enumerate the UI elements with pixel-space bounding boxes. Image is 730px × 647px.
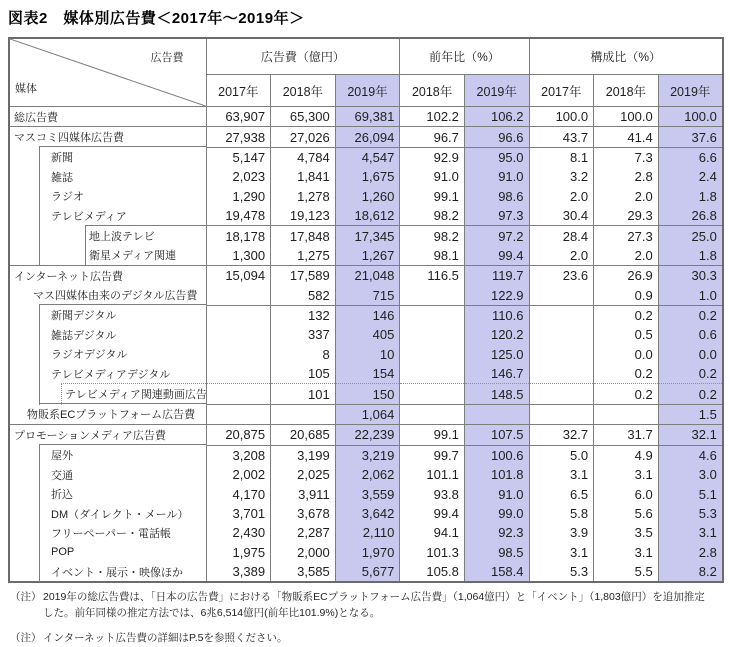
value-cell: 31.7 bbox=[594, 425, 659, 445]
value-cell: 0.2 bbox=[658, 384, 723, 404]
value-cell: 26.8 bbox=[658, 206, 723, 226]
value-cell bbox=[464, 404, 529, 424]
value-cell: 2,287 bbox=[271, 523, 336, 542]
table-row bbox=[9, 384, 723, 404]
value-cell: 4,170 bbox=[206, 484, 271, 503]
header-group-expense: 広告費（億円） bbox=[206, 38, 400, 75]
value-cell: 98.1 bbox=[400, 246, 465, 266]
value-cell bbox=[206, 345, 271, 364]
value-cell: 8.2 bbox=[658, 562, 723, 582]
header-year-cell: 2018年 bbox=[400, 75, 465, 107]
header-year-cell: 2019年 bbox=[335, 75, 400, 107]
value-cell: 18,178 bbox=[206, 226, 271, 246]
row-label: 物販系ECプラットフォーム広告費 bbox=[9, 404, 206, 424]
value-cell: 2.0 bbox=[529, 187, 594, 206]
value-cell: 3,219 bbox=[335, 445, 400, 465]
value-cell bbox=[529, 364, 594, 384]
value-cell: 100.0 bbox=[658, 107, 723, 127]
table-row bbox=[9, 286, 723, 306]
value-cell bbox=[529, 384, 594, 404]
value-cell: 37.6 bbox=[658, 127, 723, 147]
table-row bbox=[9, 465, 723, 484]
value-cell: 93.8 bbox=[400, 484, 465, 503]
value-cell: 582 bbox=[271, 286, 336, 306]
value-cell: 94.1 bbox=[400, 523, 465, 542]
value-cell: 158.4 bbox=[464, 562, 529, 582]
partial-top-border bbox=[61, 383, 206, 384]
value-cell: 1.8 bbox=[658, 246, 723, 266]
value-cell: 2.8 bbox=[594, 167, 659, 186]
value-cell: 3,642 bbox=[335, 504, 400, 523]
value-cell: 0.0 bbox=[658, 345, 723, 364]
table-row bbox=[9, 425, 723, 445]
value-cell: 0.5 bbox=[594, 325, 659, 344]
value-cell: 17,589 bbox=[271, 266, 336, 286]
value-cell: 69,381 bbox=[335, 107, 400, 127]
footnote bbox=[10, 631, 730, 647]
row-label: 雑誌 bbox=[9, 167, 206, 186]
footnote-line bbox=[10, 590, 730, 606]
value-cell bbox=[206, 364, 271, 384]
row-label: 屋外 bbox=[9, 445, 206, 465]
row-label: 新聞 bbox=[9, 147, 206, 167]
row-label: 交通 bbox=[9, 465, 206, 484]
row-label: 折込 bbox=[9, 484, 206, 503]
value-cell: 29.3 bbox=[594, 206, 659, 226]
row-label: POP bbox=[9, 543, 206, 562]
value-cell: 91.0 bbox=[400, 167, 465, 186]
footnote-line bbox=[10, 631, 730, 647]
table-row bbox=[9, 562, 723, 582]
partial-top-border bbox=[39, 403, 206, 404]
value-cell: 3.5 bbox=[594, 523, 659, 542]
value-cell: 1.8 bbox=[658, 187, 723, 206]
value-cell bbox=[206, 305, 271, 325]
value-cell: 3,585 bbox=[271, 562, 336, 582]
value-cell: 43.7 bbox=[529, 127, 594, 147]
row-label: テレビメディア bbox=[9, 206, 206, 226]
value-cell bbox=[206, 286, 271, 306]
value-cell: 3,389 bbox=[206, 562, 271, 582]
table-body bbox=[9, 107, 723, 583]
value-cell: 22,239 bbox=[335, 425, 400, 445]
partial-top-border bbox=[39, 304, 206, 305]
value-cell: 5.3 bbox=[529, 562, 594, 582]
value-cell: 98.2 bbox=[400, 206, 465, 226]
value-cell: 1,260 bbox=[335, 187, 400, 206]
value-cell bbox=[400, 325, 465, 344]
value-cell: 27.3 bbox=[594, 226, 659, 246]
row-label: DM（ダイレクト・メール） bbox=[9, 504, 206, 523]
value-cell: 96.7 bbox=[400, 127, 465, 147]
value-cell: 1,841 bbox=[271, 167, 336, 186]
table-row bbox=[9, 147, 723, 167]
value-cell: 3.1 bbox=[594, 543, 659, 562]
value-cell: 120.2 bbox=[464, 325, 529, 344]
value-cell: 19,123 bbox=[271, 206, 336, 226]
value-cell bbox=[206, 384, 271, 404]
table-row bbox=[9, 543, 723, 562]
footnote-prefix: （注） bbox=[10, 631, 42, 644]
value-cell bbox=[206, 325, 271, 344]
value-cell: 1,278 bbox=[271, 187, 336, 206]
value-cell: 146 bbox=[335, 305, 400, 325]
value-cell: 2,002 bbox=[206, 465, 271, 484]
value-cell: 5,147 bbox=[206, 147, 271, 167]
value-cell: 0.6 bbox=[658, 325, 723, 344]
row-label: 雑誌デジタル bbox=[9, 325, 206, 344]
table-row bbox=[9, 246, 723, 266]
value-cell: 5.5 bbox=[594, 562, 659, 582]
table-row bbox=[9, 445, 723, 465]
footnotes bbox=[10, 590, 730, 646]
footnote bbox=[10, 590, 730, 622]
table-row bbox=[9, 504, 723, 523]
row-label: マスコミ四媒体広告費 bbox=[9, 127, 206, 147]
value-cell: 6.0 bbox=[594, 484, 659, 503]
value-cell: 26.9 bbox=[594, 266, 659, 286]
value-cell bbox=[529, 345, 594, 364]
value-cell bbox=[400, 384, 465, 404]
value-cell: 91.0 bbox=[464, 167, 529, 186]
row-label: テレビメディアデジタル bbox=[9, 364, 206, 384]
value-cell: 3.1 bbox=[658, 523, 723, 542]
value-cell: 101 bbox=[271, 384, 336, 404]
value-cell: 1,064 bbox=[335, 404, 400, 424]
value-cell: 100.0 bbox=[529, 107, 594, 127]
value-cell bbox=[529, 286, 594, 306]
value-cell: 95.0 bbox=[464, 147, 529, 167]
value-cell: 0.2 bbox=[594, 364, 659, 384]
value-cell: 3.1 bbox=[529, 543, 594, 562]
value-cell: 3,208 bbox=[206, 445, 271, 465]
value-cell bbox=[400, 345, 465, 364]
value-cell: 23.6 bbox=[529, 266, 594, 286]
row-label: 総広告費 bbox=[9, 107, 206, 127]
value-cell: 6.5 bbox=[529, 484, 594, 503]
value-cell bbox=[206, 404, 271, 424]
value-cell: 3.9 bbox=[529, 523, 594, 542]
value-cell: 1.5 bbox=[658, 404, 723, 424]
value-cell: 10 bbox=[335, 345, 400, 364]
value-cell: 2,062 bbox=[335, 465, 400, 484]
value-cell: 15,094 bbox=[206, 266, 271, 286]
value-cell: 0.2 bbox=[658, 364, 723, 384]
value-cell: 27,026 bbox=[271, 127, 336, 147]
partial-top-border bbox=[85, 225, 206, 226]
value-cell: 0.9 bbox=[594, 286, 659, 306]
row-label: プロモーションメディア広告費 bbox=[9, 425, 206, 445]
value-cell: 97.2 bbox=[464, 226, 529, 246]
value-cell: 3,678 bbox=[271, 504, 336, 523]
value-cell: 125.0 bbox=[464, 345, 529, 364]
page-title: 図表2 媒体別広告費＜2017年～2019年＞ bbox=[8, 10, 305, 27]
header-group-row bbox=[9, 38, 723, 75]
value-cell: 0.2 bbox=[594, 384, 659, 404]
header-year-cell: 2017年 bbox=[206, 75, 271, 107]
value-cell: 122.9 bbox=[464, 286, 529, 306]
partial-top-border bbox=[39, 146, 206, 147]
value-cell: 63,907 bbox=[206, 107, 271, 127]
value-cell: 2,023 bbox=[206, 167, 271, 186]
value-cell: 99.4 bbox=[464, 246, 529, 266]
corner-label-media: 媒体 bbox=[15, 83, 37, 95]
value-cell: 102.2 bbox=[400, 107, 465, 127]
row-label: ラジオデジタル bbox=[9, 345, 206, 364]
value-cell: 98.2 bbox=[400, 226, 465, 246]
value-cell: 97.3 bbox=[464, 206, 529, 226]
corner-cell bbox=[9, 38, 206, 107]
value-cell: 1,675 bbox=[335, 167, 400, 186]
value-cell: 8.1 bbox=[529, 147, 594, 167]
value-cell: 8 bbox=[271, 345, 336, 364]
header-year-cell: 2019年 bbox=[658, 75, 723, 107]
value-cell: 4.9 bbox=[594, 445, 659, 465]
value-cell bbox=[400, 305, 465, 325]
value-cell: 2,025 bbox=[271, 465, 336, 484]
value-cell: 105 bbox=[271, 364, 336, 384]
row-label: 新聞デジタル bbox=[9, 305, 206, 325]
table-row bbox=[9, 364, 723, 384]
value-cell: 98.6 bbox=[464, 187, 529, 206]
footnote-prefix: （注） bbox=[10, 591, 42, 604]
value-cell: 4,784 bbox=[271, 147, 336, 167]
value-cell: 99.1 bbox=[400, 425, 465, 445]
value-cell: 92.3 bbox=[464, 523, 529, 542]
value-cell: 99.1 bbox=[400, 187, 465, 206]
value-cell: 100.0 bbox=[594, 107, 659, 127]
value-cell: 0.2 bbox=[658, 305, 723, 325]
table-row bbox=[9, 345, 723, 364]
table-row bbox=[9, 167, 723, 186]
value-cell: 5.0 bbox=[529, 445, 594, 465]
value-cell: 1.0 bbox=[658, 286, 723, 306]
value-cell: 105.8 bbox=[400, 562, 465, 582]
value-cell: 148.5 bbox=[464, 384, 529, 404]
row-label: 地上波テレビ bbox=[9, 226, 206, 246]
value-cell bbox=[529, 305, 594, 325]
table-row bbox=[9, 266, 723, 286]
value-cell: 3.1 bbox=[594, 465, 659, 484]
value-cell: 101.8 bbox=[464, 465, 529, 484]
value-cell: 96.6 bbox=[464, 127, 529, 147]
value-cell: 110.6 bbox=[464, 305, 529, 325]
value-cell: 3.1 bbox=[529, 465, 594, 484]
value-cell: 30.3 bbox=[658, 266, 723, 286]
value-cell: 116.5 bbox=[400, 266, 465, 286]
value-cell: 2.8 bbox=[658, 543, 723, 562]
row-label: インターネット広告費 bbox=[9, 266, 206, 286]
value-cell: 150 bbox=[335, 384, 400, 404]
value-cell: 1,300 bbox=[206, 246, 271, 266]
value-cell: 99.7 bbox=[400, 445, 465, 465]
value-cell bbox=[400, 404, 465, 424]
value-cell: 4,547 bbox=[335, 147, 400, 167]
row-label: ラジオ bbox=[9, 187, 206, 206]
value-cell: 2.4 bbox=[658, 167, 723, 186]
header-group-share: 構成比（%） bbox=[529, 38, 723, 75]
value-cell: 0.0 bbox=[594, 345, 659, 364]
media-ad-expense-table bbox=[8, 37, 724, 583]
value-cell: 25.0 bbox=[658, 226, 723, 246]
table-row bbox=[9, 523, 723, 542]
value-cell: 7.3 bbox=[594, 147, 659, 167]
value-cell: 30.4 bbox=[529, 206, 594, 226]
table-row bbox=[9, 325, 723, 344]
row-label: テレビメディア関連動画広告 bbox=[9, 384, 206, 404]
value-cell: 19,478 bbox=[206, 206, 271, 226]
footnote-text: 2019年の総広告費は、「日本の広告費」における「物販系ECプラットフォーム広告費」（1,064億円）と「イベント」（1,803億円）を追加推定 bbox=[43, 591, 705, 604]
header-year-cell: 2017年 bbox=[529, 75, 594, 107]
value-cell bbox=[400, 364, 465, 384]
footnote-text: インターネット広告費の詳細はP.5を参照ください。 bbox=[43, 631, 288, 644]
value-cell: 6.6 bbox=[658, 147, 723, 167]
value-cell bbox=[271, 404, 336, 424]
row-label: イベント・展示・映像ほか bbox=[9, 562, 206, 582]
header-year-cell: 2018年 bbox=[594, 75, 659, 107]
value-cell bbox=[400, 286, 465, 306]
value-cell: 3.2 bbox=[529, 167, 594, 186]
value-cell: 1,267 bbox=[335, 246, 400, 266]
value-cell: 20,685 bbox=[271, 425, 336, 445]
value-cell: 32.1 bbox=[658, 425, 723, 445]
value-cell: 2,110 bbox=[335, 523, 400, 542]
value-cell: 98.5 bbox=[464, 543, 529, 562]
value-cell: 5.1 bbox=[658, 484, 723, 503]
value-cell: 1,970 bbox=[335, 543, 400, 562]
value-cell: 99.0 bbox=[464, 504, 529, 523]
header-year-cell: 2019年 bbox=[464, 75, 529, 107]
table-row bbox=[9, 305, 723, 325]
value-cell: 5,677 bbox=[335, 562, 400, 582]
value-cell bbox=[529, 404, 594, 424]
value-cell: 2,430 bbox=[206, 523, 271, 542]
value-cell: 27,938 bbox=[206, 127, 271, 147]
table-row bbox=[9, 107, 723, 127]
value-cell: 17,848 bbox=[271, 226, 336, 246]
value-cell: 337 bbox=[271, 325, 336, 344]
value-cell: 5.3 bbox=[658, 504, 723, 523]
value-cell: 100.6 bbox=[464, 445, 529, 465]
table-row bbox=[9, 127, 723, 147]
value-cell: 3,701 bbox=[206, 504, 271, 523]
value-cell: 101.1 bbox=[400, 465, 465, 484]
partial-top-border bbox=[39, 444, 206, 445]
value-cell: 132 bbox=[271, 305, 336, 325]
value-cell: 3.0 bbox=[658, 465, 723, 484]
footnote-line: した。前年同様の推定方法では、6兆6,514億円(前年比101.9%)となる。 bbox=[43, 607, 381, 620]
value-cell: 715 bbox=[335, 286, 400, 306]
value-cell: 154 bbox=[335, 364, 400, 384]
value-cell: 65,300 bbox=[271, 107, 336, 127]
value-cell: 5.8 bbox=[529, 504, 594, 523]
value-cell: 2.0 bbox=[594, 187, 659, 206]
table-row bbox=[9, 484, 723, 503]
value-cell: 21,048 bbox=[335, 266, 400, 286]
header-group-yoy: 前年比（%） bbox=[400, 38, 529, 75]
value-cell: 41.4 bbox=[594, 127, 659, 147]
value-cell: 1,275 bbox=[271, 246, 336, 266]
table-row bbox=[9, 206, 723, 226]
value-cell bbox=[594, 404, 659, 424]
value-cell: 91.0 bbox=[464, 484, 529, 503]
value-cell: 0.2 bbox=[594, 305, 659, 325]
table-row bbox=[9, 187, 723, 206]
corner-label-expense: 広告費 bbox=[150, 52, 184, 64]
table-row bbox=[9, 404, 723, 424]
value-cell: 2,000 bbox=[271, 543, 336, 562]
header-year-cell: 2018年 bbox=[271, 75, 336, 107]
value-cell: 146.7 bbox=[464, 364, 529, 384]
value-cell: 1,975 bbox=[206, 543, 271, 562]
value-cell: 3,911 bbox=[271, 484, 336, 503]
value-cell: 32.7 bbox=[529, 425, 594, 445]
table-row bbox=[9, 226, 723, 246]
value-cell: 101.3 bbox=[400, 543, 465, 562]
value-cell: 106.2 bbox=[464, 107, 529, 127]
value-cell: 20,875 bbox=[206, 425, 271, 445]
row-label: フリーペーパー・電話帳 bbox=[9, 523, 206, 542]
value-cell: 2.0 bbox=[594, 246, 659, 266]
value-cell: 107.5 bbox=[464, 425, 529, 445]
value-cell: 99.4 bbox=[400, 504, 465, 523]
value-cell: 5.6 bbox=[594, 504, 659, 523]
value-cell: 17,345 bbox=[335, 226, 400, 246]
value-cell: 18,612 bbox=[335, 206, 400, 226]
value-cell: 2.0 bbox=[529, 246, 594, 266]
value-cell: 26,094 bbox=[335, 127, 400, 147]
row-label: 衛星メディア関連 bbox=[9, 246, 206, 266]
value-cell: 4.6 bbox=[658, 445, 723, 465]
value-cell: 28.4 bbox=[529, 226, 594, 246]
value-cell: 119.7 bbox=[464, 266, 529, 286]
value-cell: 3,199 bbox=[271, 445, 336, 465]
value-cell: 92.9 bbox=[400, 147, 465, 167]
value-cell: 405 bbox=[335, 325, 400, 344]
value-cell: 3,559 bbox=[335, 484, 400, 503]
value-cell: 1,290 bbox=[206, 187, 271, 206]
row-label: マス四媒体由来のデジタル広告費 bbox=[33, 290, 198, 303]
value-cell bbox=[529, 325, 594, 344]
